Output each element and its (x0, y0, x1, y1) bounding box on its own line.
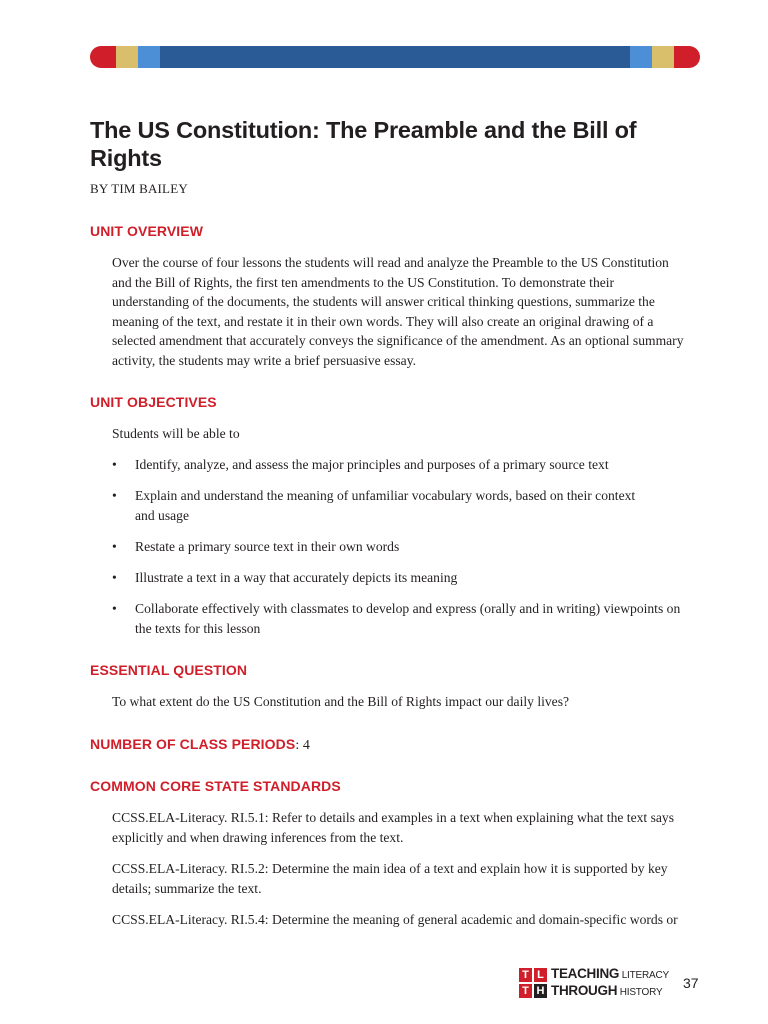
bar-segment-red (90, 46, 116, 68)
standard-item (112, 910, 704, 930)
logo-word: HISTORY (617, 987, 663, 998)
text-line: Illustrate a text in a way that accurately depicts its meaning (135, 570, 458, 585)
class-periods-heading: NUMBER OF CLASS PERIODS (90, 736, 296, 752)
text-line: selected amendment that accurately conveys the significance of the amendment. As an optional summary (112, 333, 684, 348)
bar-segment-gold (116, 46, 138, 68)
bar-segment-blue (630, 46, 652, 68)
decorative-color-bar (90, 46, 700, 68)
objective-item (112, 486, 704, 525)
text-line: Explain and understand the meaning of unfamiliar vocabulary words, based on their context (135, 488, 636, 503)
logo-letter: T (519, 968, 532, 982)
author-byline: BY TIM BAILEY (90, 181, 188, 196)
objectives-intro: Students will be able to (112, 426, 240, 441)
text-line: Restate a primary source text in their own words (135, 539, 400, 554)
text-line: CCSS.ELA-Literacy. RI.5.4: Determine the meaning of general academic and domain-specific words or (112, 912, 678, 927)
text-line: understanding of the documents, the students will answer critical thinking questions, summarize the (112, 294, 655, 309)
text-line: CCSS.ELA-Literacy. RI.5.2: Determine the main idea of a text and explain how it is supported by key (112, 861, 668, 876)
standard-item (112, 808, 704, 847)
text-line: and the Bill of Rights, the first ten amendments to the US Constitution. To demonstrate their (112, 274, 615, 290)
bar-segment-red (674, 46, 700, 68)
bullet-dot: • (112, 601, 117, 616)
logo-word: LITERACY (619, 970, 669, 981)
text-line: details; summarize the text. (112, 880, 262, 896)
page-title: The US Constitution: The Preamble and the Bill of Rights (90, 117, 637, 171)
text-line: Over the course of four lessons the students will read and analyze the Preamble to the US Constitution (112, 255, 669, 270)
logo-word: TEACHING (551, 966, 620, 981)
bar-segment-blue (138, 46, 160, 68)
text-line: the texts for this lesson (135, 620, 261, 636)
logo-letter: H (534, 984, 547, 998)
objective-item (112, 537, 704, 557)
unit-objectives-heading: UNIT OBJECTIVES (90, 394, 217, 410)
text-line: CCSS.ELA-Literacy. RI.5.1: Refer to details and examples in a text when explaining what the text says (112, 810, 674, 825)
logo-mark (519, 968, 547, 998)
text-line: and usage (135, 507, 189, 523)
bullet-dot: • (112, 539, 117, 554)
standard-item (112, 859, 704, 898)
class-periods-value: : 4 (295, 738, 311, 753)
logo-wordmark (551, 966, 669, 1000)
class-periods-line (90, 736, 310, 754)
text-line: explicitly and when drawing inferences from the text. (112, 829, 404, 845)
objective-item (112, 599, 704, 638)
bar-segment-navy (160, 46, 630, 68)
tlth-logo (519, 966, 669, 1000)
logo-letter: T (519, 984, 532, 998)
bullet-dot: • (112, 488, 117, 503)
logo-word: THROUGH (551, 983, 618, 998)
text-line: activity, the students may write a brief persuasive essay. (112, 352, 417, 368)
unit-overview-heading: UNIT OVERVIEW (90, 223, 204, 239)
text-line: Identify, analyze, and assess the major principles and purposes of a primary source text (135, 457, 609, 472)
objective-item (112, 455, 704, 475)
essential-question-text: To what extent do the US Constitution and the Bill of Rights impact our daily lives? (112, 694, 570, 709)
text-line: Collaborate effectively with classmates to develop and express (orally and in writing) viewpoints on (135, 601, 681, 616)
text-line: meaning of the text, and restate it in their own words. They will also create an original drawing of a (112, 313, 654, 329)
standards-heading: COMMON CORE STATE STANDARDS (90, 778, 341, 794)
essential-question-heading: ESSENTIAL QUESTION (90, 662, 248, 678)
bullet-dot: • (112, 570, 117, 585)
bullet-dot: • (112, 457, 117, 472)
page-number: 37 (683, 975, 699, 991)
logo-letter: L (534, 968, 547, 982)
objective-item (112, 568, 704, 588)
unit-overview-paragraph (112, 253, 704, 370)
bar-segment-gold (652, 46, 674, 68)
